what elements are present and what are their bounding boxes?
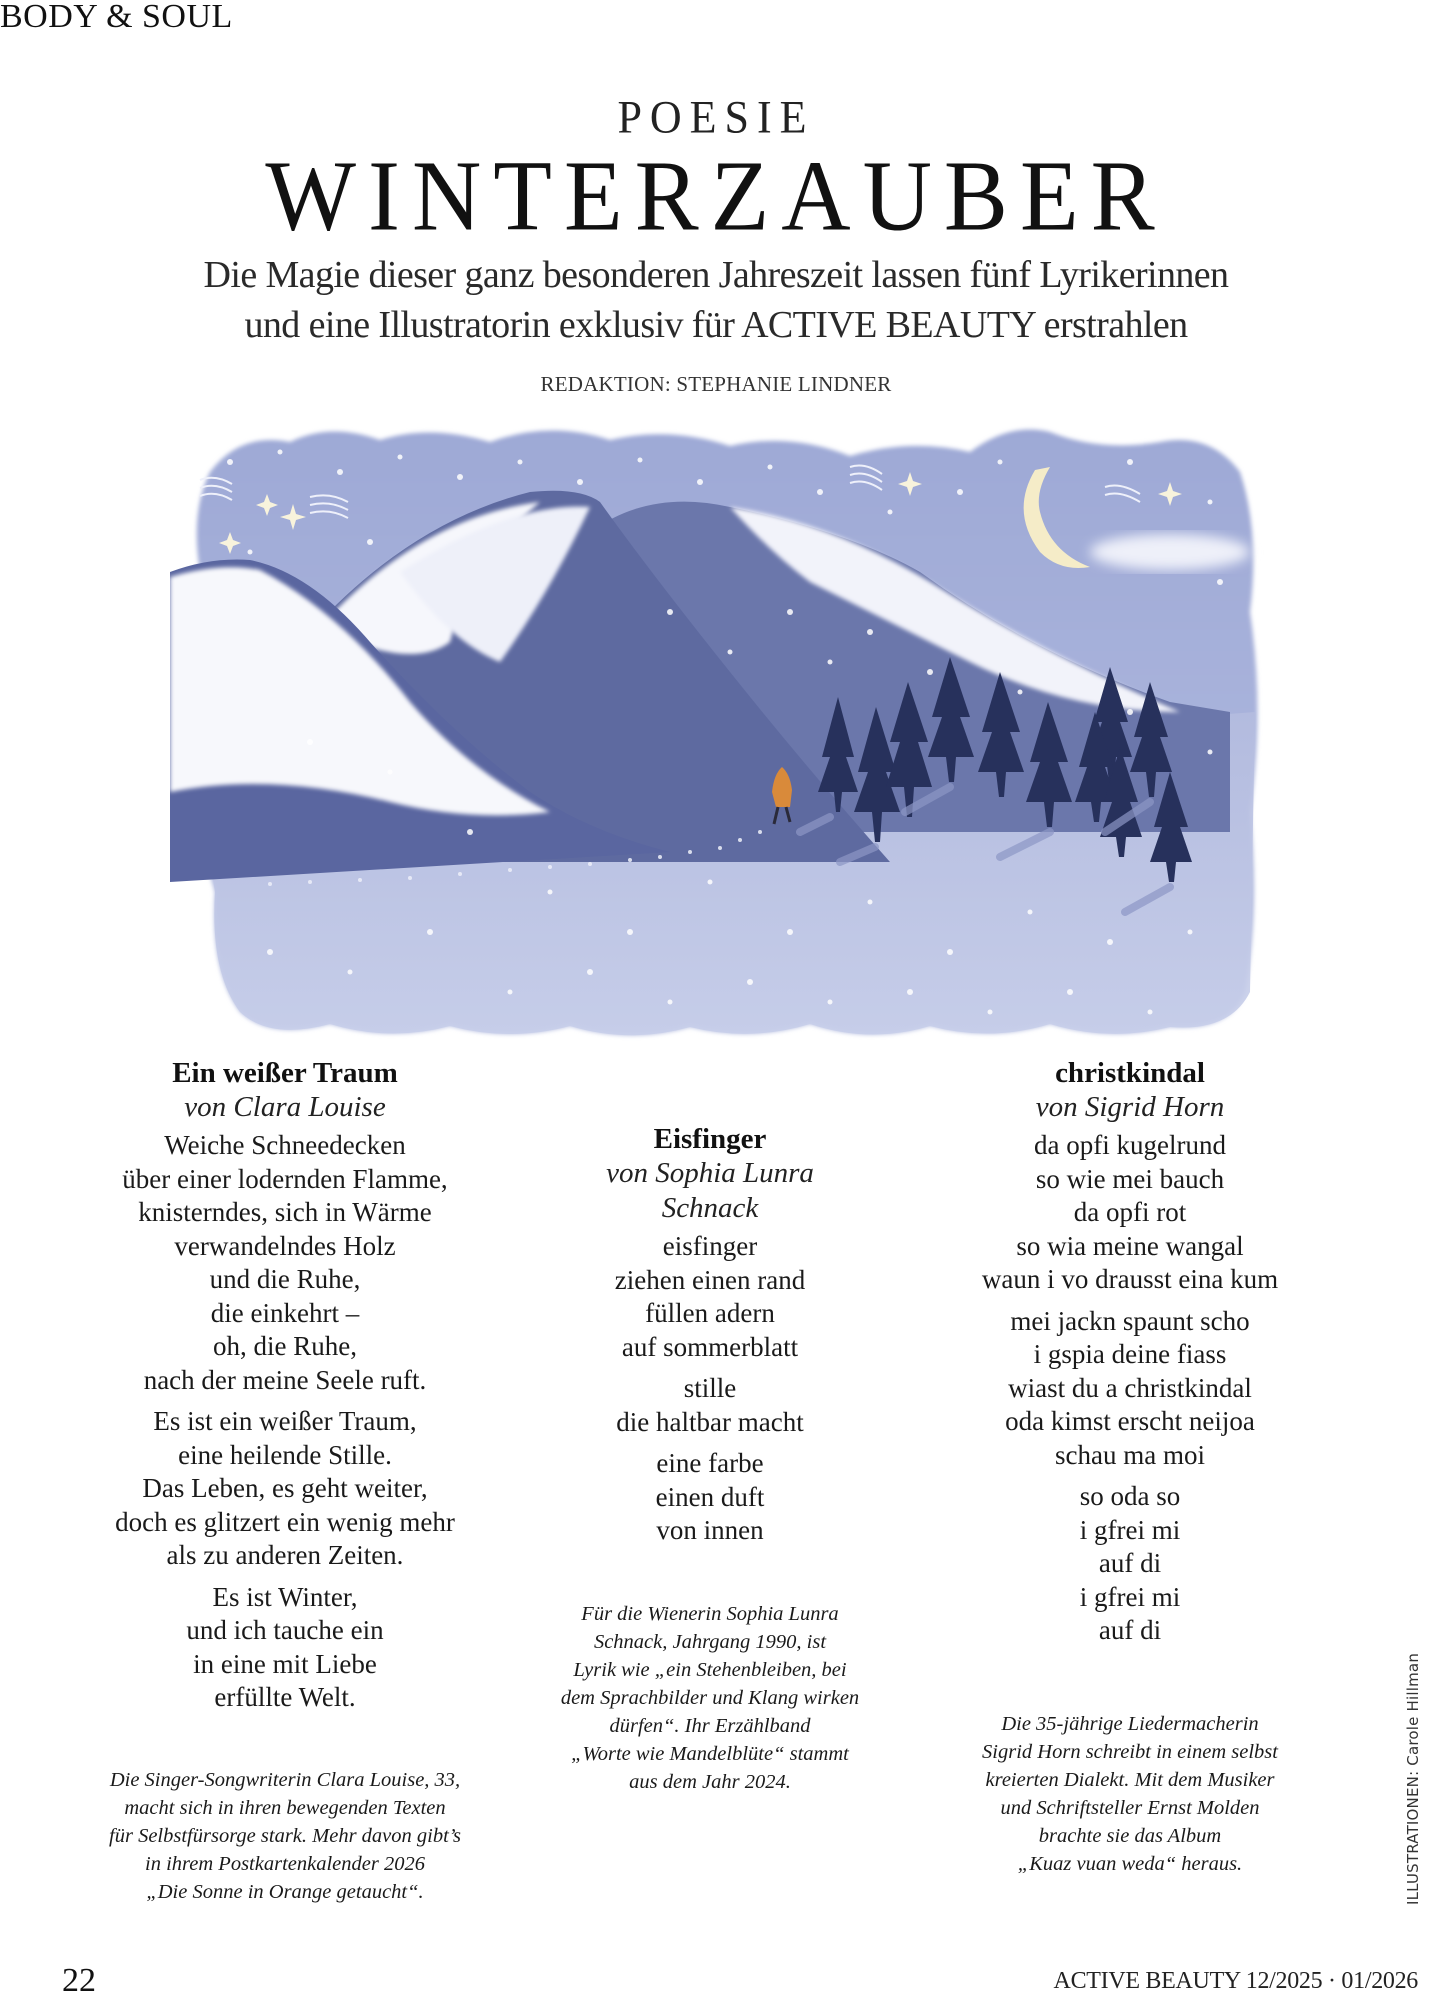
verse: i gfrei mi	[1079, 1581, 1181, 1612]
stanza	[60, 1129, 510, 1397]
verse: als zu anderen Zeiten.	[166, 1540, 404, 1570]
poem-title: christkindal	[1055, 1057, 1205, 1089]
verse: so oda so	[1079, 1481, 1181, 1511]
bio-line: „Worte wie Mandelblüte“ stammt	[571, 1743, 849, 1765]
stanza	[500, 1230, 920, 1364]
verse: Es ist Winter,	[212, 1581, 358, 1612]
verse: eine heilende Stille.	[178, 1439, 392, 1470]
verse: und ich tauche ein	[186, 1615, 384, 1645]
verse: waun i vo drausst eina kum	[981, 1264, 1279, 1294]
verse: knisterndes, sich in Wärme	[138, 1197, 432, 1227]
verse: wiast du a christkindal	[1008, 1372, 1252, 1403]
bio-line: und Schriftsteller Ernst Molden	[1000, 1797, 1260, 1819]
poem-ein-weisser-traum	[60, 1056, 510, 1723]
bio-line: aus dem Jahr 2024.	[629, 1771, 791, 1793]
bio-line: Für die Wienerin Sophia Lunra	[581, 1603, 839, 1625]
bio-line: macht sich in ihren bewegenden Texten	[124, 1797, 446, 1819]
stanza	[940, 1305, 1320, 1473]
poem-author: von Clara Louise	[184, 1091, 386, 1123]
bio-line: in ihrem Postkartenkalender 2026	[145, 1853, 425, 1875]
illustration-credit: ILLUSTRATIONEN: Carole Hillman	[1404, 1652, 1422, 1905]
verse: i gfrei mi	[1079, 1514, 1181, 1545]
bio-line: „Die Sonne in Orange getaucht“.	[146, 1881, 424, 1903]
author-bio-clara-louise	[55, 1766, 515, 1906]
verse: stille	[683, 1373, 737, 1403]
verse: auf di	[1098, 1615, 1162, 1645]
verse: so wie mei bauch	[1035, 1163, 1225, 1194]
poem-title: Ein weißer Traum	[172, 1057, 398, 1089]
verse: einen duft	[655, 1481, 765, 1512]
bio-line: „Kuaz vuan weda“ heraus.	[1017, 1853, 1243, 1875]
author-line: Schnack	[661, 1192, 759, 1224]
kicker: POESIE	[617, 91, 815, 144]
winter-landscape-illustration	[170, 412, 1270, 1062]
verse: Es ist ein weißer Traum,	[153, 1406, 417, 1436]
bio-line: dem Sprachbilder und Klang wirken	[560, 1687, 860, 1709]
stanza	[940, 1480, 1320, 1648]
poem-title: Eisfinger	[653, 1123, 767, 1155]
verse: Weiche Schneedecken	[164, 1130, 406, 1160]
verse: doch es glitzert ein wenig mehr	[115, 1506, 455, 1537]
verse: und die Ruhe,	[209, 1264, 361, 1294]
subtitle-line: Die Magie dieser ganz besonderen Jahreszeit lassen fünf Lyrikerinnen	[203, 254, 1229, 296]
verse: von innen	[656, 1515, 764, 1545]
poem-author	[500, 1156, 920, 1226]
stanza	[60, 1581, 510, 1715]
verse: füllen adern	[645, 1298, 775, 1328]
bio-line: für Selbstfürsorge stark. Mehr davon gibt’s	[109, 1825, 461, 1847]
byline: REDAKTION: STEPHANIE LINDNER	[540, 372, 892, 396]
subtitle-line: und eine Illustratorin exklusiv für ACTIVE BEAUTY erstrahlen	[244, 304, 1188, 346]
author-bio-sophia-lunra-schnack	[510, 1600, 910, 1796]
verse: erfüllte Welt.	[214, 1682, 356, 1712]
verse: so wia meine wangal	[1016, 1230, 1244, 1261]
page-number: 22	[62, 1962, 96, 1999]
poem-eisfinger	[500, 1122, 920, 1556]
verse: da opfi kugelrund	[1034, 1130, 1226, 1160]
verse: verwandelndes Holz	[174, 1230, 396, 1261]
verse: mei jackn spaunt scho	[1010, 1305, 1250, 1336]
verse: auf di	[1098, 1548, 1162, 1578]
subtitle	[40, 250, 1392, 350]
verse: eisfinger	[662, 1231, 758, 1261]
bio-line: Die Singer-Songwriterin Clara Louise, 33,	[109, 1769, 461, 1791]
verse: auf sommerblatt	[621, 1331, 799, 1362]
verse: oh, die Ruhe,	[213, 1331, 357, 1361]
bio-line: Schnack, Jahrgang 1990, ist	[593, 1631, 827, 1653]
stanza	[500, 1447, 920, 1548]
stanza	[60, 1405, 510, 1573]
verse: schau ma moi	[1055, 1439, 1205, 1470]
stanza	[940, 1129, 1320, 1297]
poem-author: von Sigrid Horn	[1035, 1091, 1225, 1123]
verse: nach der meine Seele ruft.	[143, 1364, 427, 1395]
author-line: von Sophia Lunra	[606, 1157, 814, 1189]
stanza	[500, 1372, 920, 1439]
poem-christkindal	[940, 1056, 1320, 1656]
verse: ziehen einen rand	[614, 1264, 806, 1295]
verse: oda kimst erscht neijoa	[1005, 1406, 1255, 1436]
verse: die haltbar macht	[616, 1406, 804, 1437]
verse: über einer lodernden Flamme,	[122, 1163, 448, 1194]
verse: in eine mit Liebe	[193, 1648, 377, 1679]
issue-info: ACTIVE BEAUTY 12/2025 · 01/2026	[1053, 1968, 1418, 1994]
page-title: WINTERZAUBER	[265, 139, 1167, 252]
bio-line: dürfen“. Ihr Erzählband	[609, 1715, 811, 1737]
verse: da opfi rot	[1073, 1197, 1187, 1227]
bio-line: Sigrid Horn schreibt in einem selbst	[982, 1741, 1278, 1763]
bio-line: kreierten Dialekt. Mit dem Musiker	[985, 1769, 1275, 1791]
bio-line: Die 35-jährige Liedermacherin	[1001, 1713, 1259, 1735]
bio-line: brachte sie das Album	[1038, 1825, 1222, 1847]
bio-line: Lyrik wie „ein Stehenbleiben, bei	[573, 1659, 847, 1681]
verse: i gspia deine fiass	[1033, 1339, 1227, 1369]
verse: die einkehrt –	[210, 1297, 360, 1328]
verse: Das Leben, es geht weiter,	[142, 1473, 428, 1503]
author-bio-sigrid-horn	[940, 1710, 1320, 1878]
section-label: BODY & SOUL	[0, 0, 233, 35]
verse: eine farbe	[656, 1448, 764, 1478]
